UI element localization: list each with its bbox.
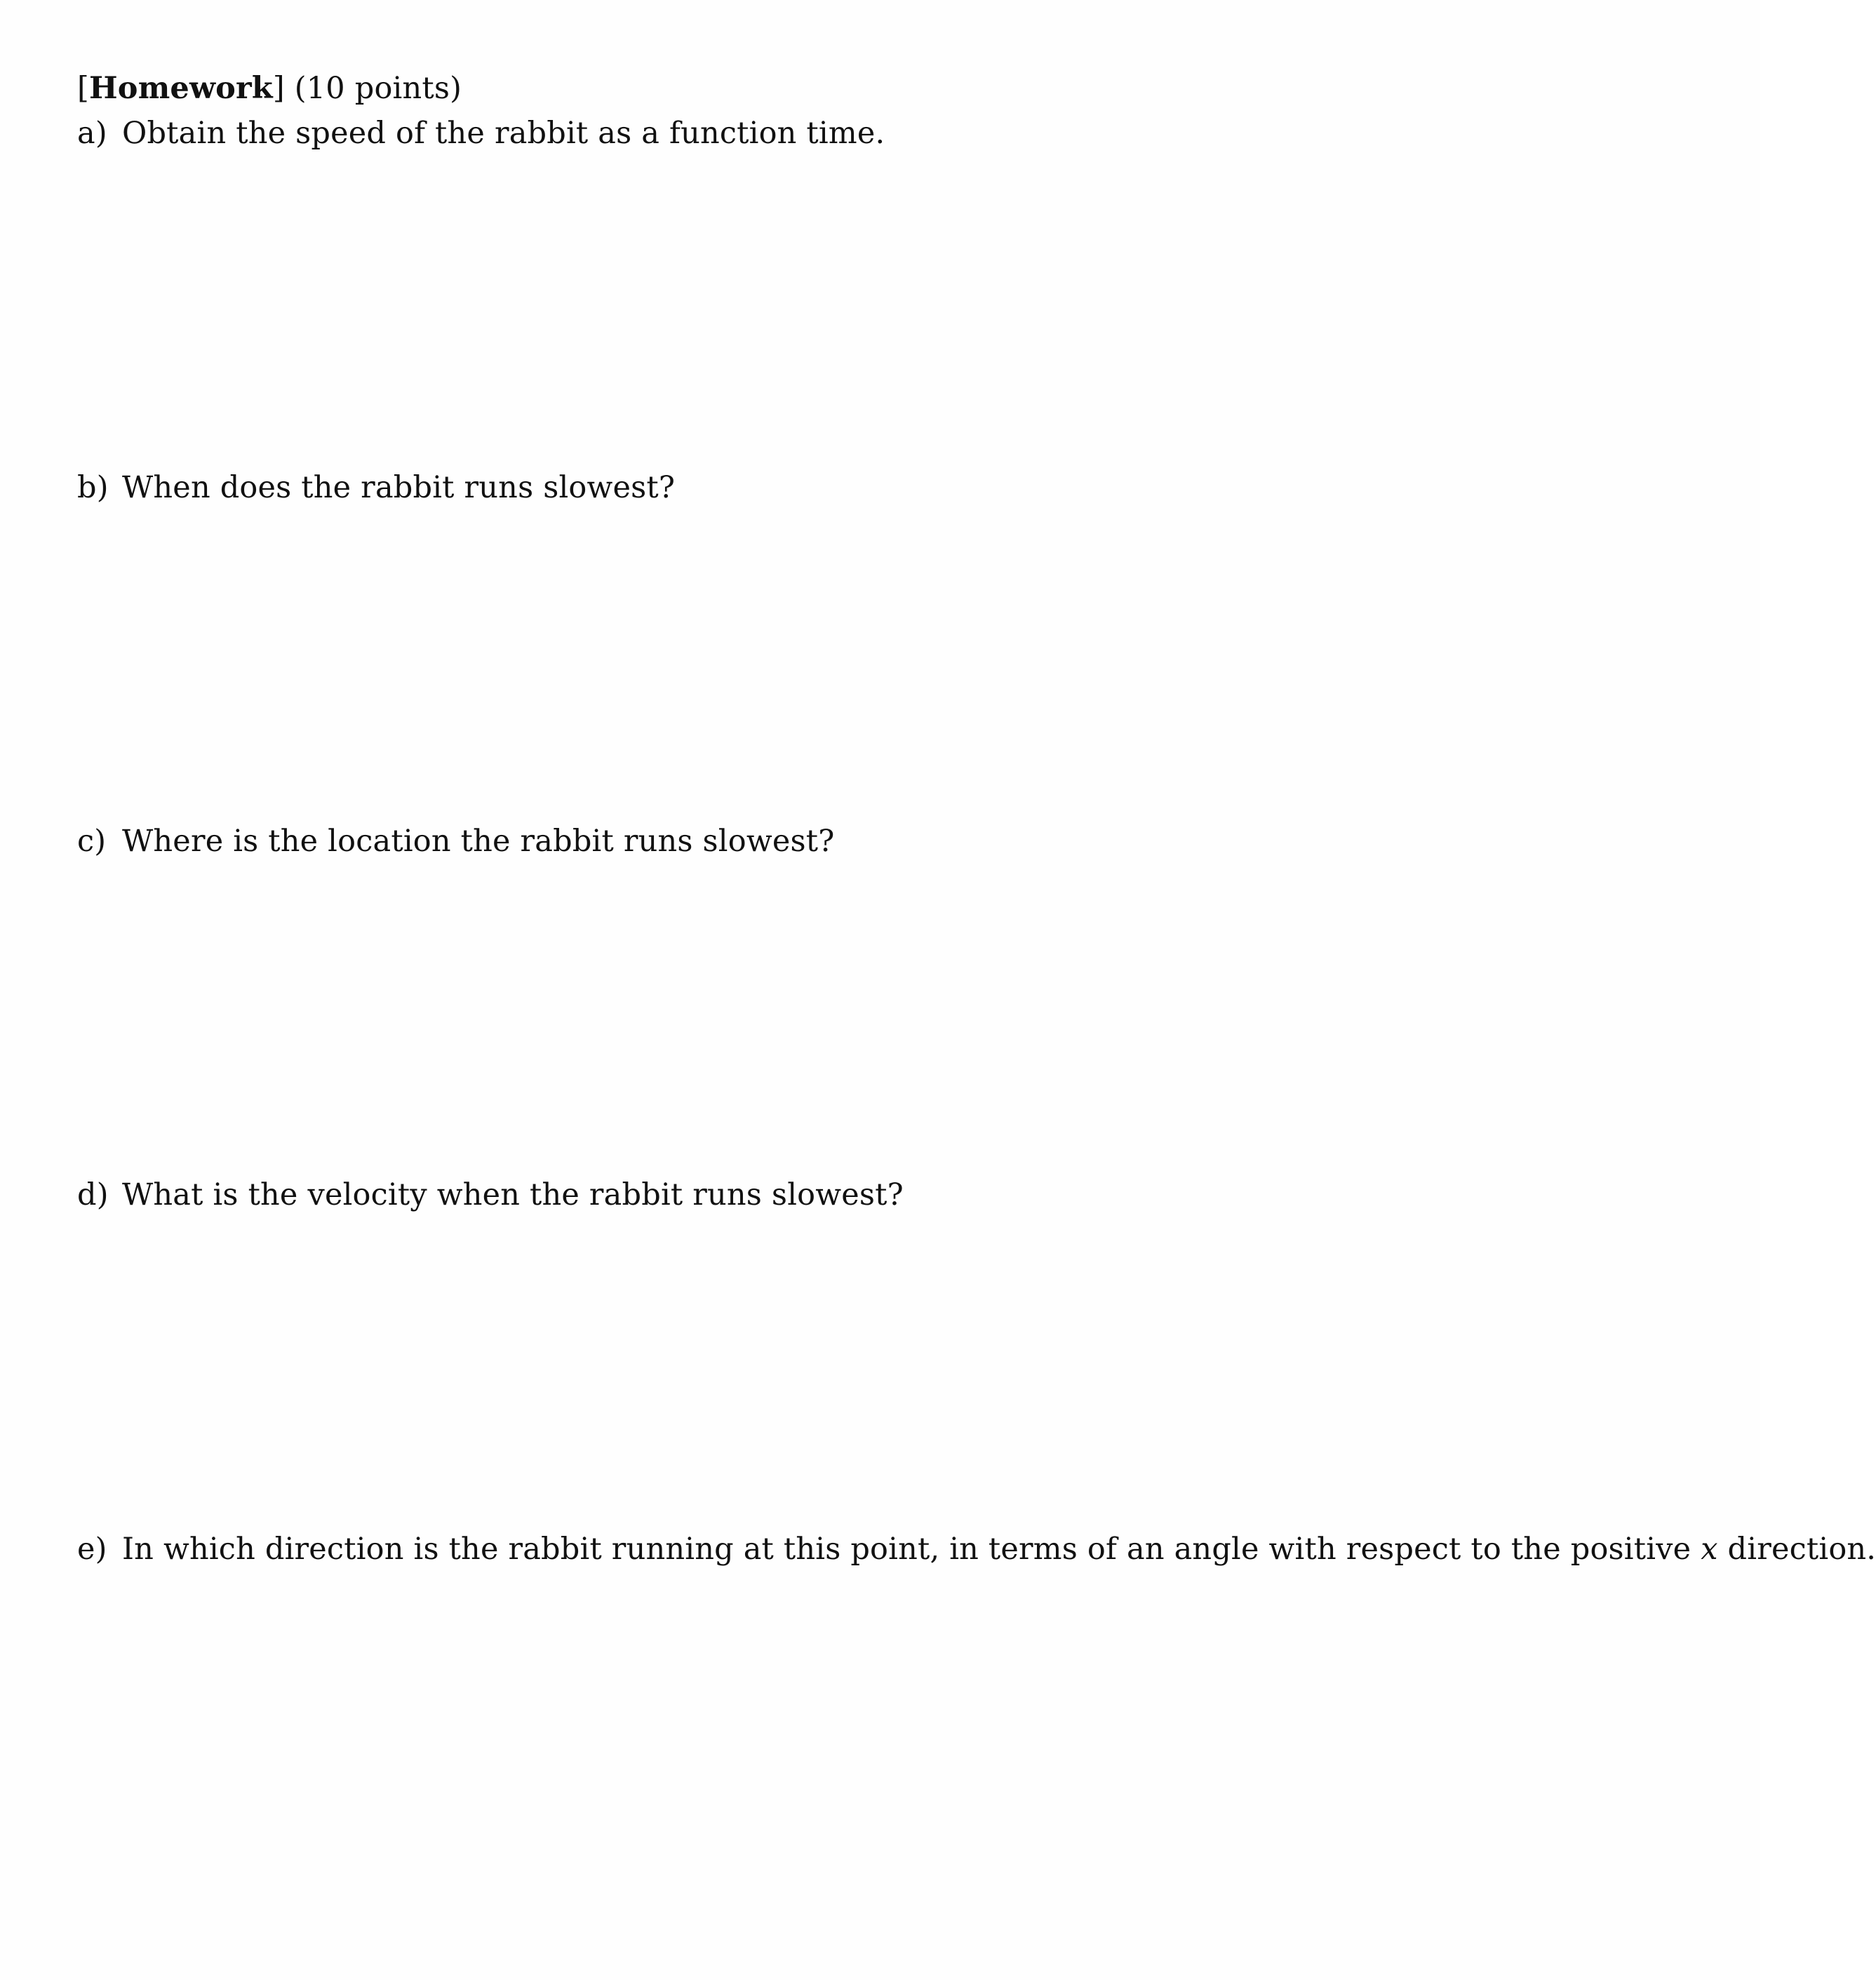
question-d <box>77 1175 904 1215</box>
question-b <box>77 468 675 507</box>
header-close-bracket: ] <box>272 71 285 106</box>
question-e-text-after: direction. <box>1727 1532 1876 1567</box>
header-points: (10 points) <box>294 71 462 106</box>
question-e-text-before: In which direction is the rabbit running at this point, in terms of an angle with respect to the positive <box>122 1532 1691 1567</box>
homework-header <box>77 69 462 108</box>
question-c-label: c) <box>77 824 107 859</box>
question-d-label: d) <box>77 1177 109 1212</box>
question-a-text: Obtain the speed of the rabbit as a function time. <box>122 116 885 151</box>
question-b-label: b) <box>77 470 109 505</box>
question-c-text: Where is the location the rabbit runs slowest? <box>122 824 835 859</box>
question-b-text: When does the rabbit runs slowest? <box>122 470 676 505</box>
header-title: Homework <box>88 71 273 106</box>
question-c <box>77 822 835 861</box>
question-a <box>77 114 885 153</box>
question-e-label: e) <box>77 1532 107 1567</box>
question-a-label: a) <box>77 116 107 151</box>
question-e <box>77 1530 1876 1569</box>
question-e-variable: x <box>1701 1532 1718 1567</box>
header-open-bracket: [ <box>77 71 89 106</box>
question-d-text: What is the velocity when the rabbit runs slowest? <box>122 1177 904 1212</box>
